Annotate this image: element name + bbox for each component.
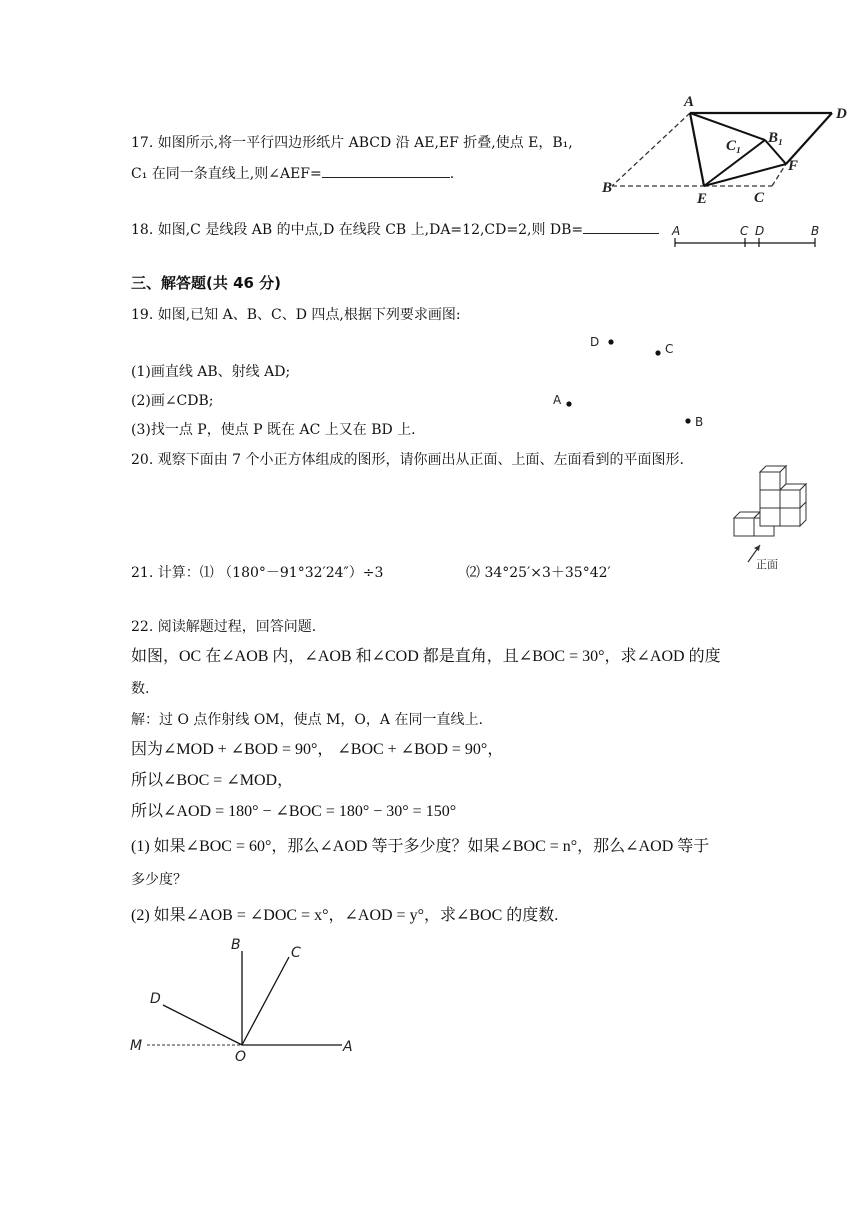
- q19-intro: 19. 如图,已知 A、B、C、D 四点,根据下列要求画图:: [131, 307, 461, 323]
- q22-line-3: 解：过 O 点作射线 OM，使点 M，O，A 在同一直线上.: [131, 712, 483, 728]
- q17-label-a: A: [684, 94, 695, 110]
- q22-line-5: 所以∠BOC = ∠MOD，: [131, 772, 294, 789]
- q22-line-1: 如图，OC 在∠AOB 内，∠AOB 和∠COD 都是直角，且∠BOC = 30°，求∠AOD 的度: [131, 648, 721, 665]
- q22-intro: 22. 阅读解题过程，回答问题.: [131, 619, 317, 635]
- q22-part-1a: (1) 如果∠BOC = 60°，那么∠AOD 等于多少度？如果∠BOC = n°，那么∠AOD 等于: [131, 838, 710, 855]
- q20-front-label: 正面: [756, 558, 778, 571]
- q21-part-1: 21. 计算：⑴ （180°－91°32′24″）÷3: [131, 565, 384, 581]
- q18-segment-figure: [665, 225, 825, 255]
- q22-label-o: O: [235, 1049, 247, 1065]
- q19-item-1: (1)画直线 AB、射线 AD;: [131, 364, 291, 380]
- q22-label-b: B: [231, 937, 241, 953]
- q17-line2: [131, 163, 454, 183]
- q19-label-a: A: [553, 393, 562, 407]
- q22-label-m: M: [130, 1038, 143, 1054]
- q18-answer-blank: [583, 219, 659, 234]
- q17-label-b: B: [602, 180, 613, 196]
- q17-line1: 17. 如图所示,将一平行四边形纸片 ABCD 沿 AE,EF 折叠,使点 E，B₁,: [131, 135, 573, 151]
- q19-label-d: D: [590, 335, 600, 349]
- q18-label-a: A: [672, 224, 681, 238]
- q19-points-figure: [545, 330, 715, 435]
- q20-text: 20. 观察下面由 7 个小正方体组成的图形，请你画出从正面、上面、左面看到的平面图形.: [131, 452, 684, 468]
- q18-label-d: D: [755, 224, 765, 238]
- q22-part-1b: 多少度？: [131, 872, 187, 888]
- q22-part-2: (2) 如果∠AOB = ∠DOC = x°，∠AOD = y°，求∠BOC 的度数.: [131, 907, 559, 924]
- q19-item-3: (3)找一点 P，使点 P 既在 AC 上又在 BD 上.: [131, 422, 416, 438]
- q18-line: [131, 219, 659, 239]
- q18-text: 18. 如图,C 是线段 AB 的中点,D 在线段 CB 上,DA=12,CD=2,则 DB=: [131, 222, 584, 238]
- q22-label-c: C: [291, 945, 301, 961]
- q17-label-f: F: [788, 158, 799, 174]
- q22-angle-figure: [125, 935, 370, 1065]
- q18-label-c: C: [740, 224, 749, 238]
- q17-line2-text: C₁ 在同一条直线上,则∠AEF=: [131, 166, 322, 182]
- q19-label-b: B: [695, 415, 704, 429]
- q22-label-a: A: [343, 1039, 353, 1055]
- q20-cubes-figure: [728, 462, 818, 574]
- q17-answer-blank: [322, 163, 450, 178]
- q19-label-c: C: [665, 342, 674, 356]
- q17-label-c: C: [754, 190, 765, 206]
- section-3-title: 三、解答题(共 46 分): [131, 274, 282, 292]
- q18-label-b: B: [811, 224, 820, 238]
- q22-label-d: D: [150, 991, 161, 1007]
- q17-label-e: E: [697, 191, 708, 207]
- q17-label-b1: B₁: [768, 130, 784, 146]
- q17-parallelogram-figure: [600, 90, 850, 208]
- q17-label-c1: C₁: [726, 138, 742, 154]
- q21-part-2: ⑵ 34°25′×3＋35°42′: [466, 565, 611, 581]
- q22-line-4: 因为∠MOD + ∠BOD = 90°， ∠BOC + ∠BOD = 90°，: [131, 741, 504, 758]
- q22-line-2: 数.: [131, 681, 150, 697]
- q17-label-d: D: [836, 106, 847, 122]
- q17-line2-end: .: [449, 166, 455, 182]
- q19-item-2: (2)画∠CDB;: [131, 393, 214, 409]
- q22-line-6: 所以∠AOD = 180° − ∠BOC = 180° − 30° = 150°: [131, 803, 457, 820]
